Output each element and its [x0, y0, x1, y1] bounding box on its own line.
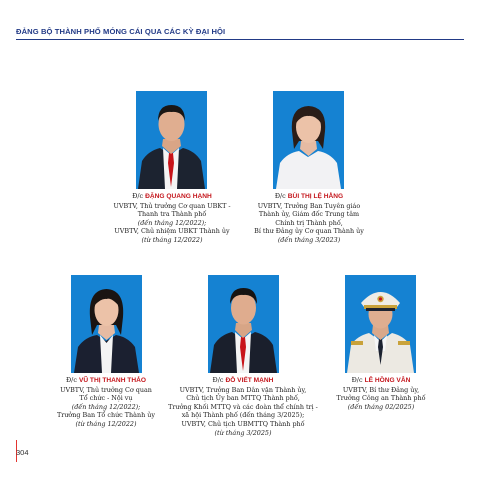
portrait-woman-icon — [71, 275, 142, 373]
caption-person-5 — [320, 376, 442, 411]
role-line: UVBTV, Bí thư Đảng ủy, — [342, 385, 420, 394]
caption-person-4 — [164, 376, 322, 437]
portrait-photo-5 — [345, 275, 416, 373]
page-number: 304 — [16, 448, 29, 457]
role-line: Bí thư Đảng ủy Cơ quan Thành ủy — [254, 227, 364, 236]
honorific: Đ/c — [66, 376, 79, 384]
role-line: Thành ủy, Giám đốc Trung tâm — [258, 210, 360, 219]
header-title: ĐẢNG BỘ THÀNH PHỐ MÓNG CÁI QUA CÁC KỲ ĐẠI HỘI — [16, 27, 226, 36]
person-name-line — [233, 192, 385, 202]
role-line: Trưởng Khối MTTQ và các đoàn thể chính trị - — [168, 402, 318, 411]
role-line: xã hội Thành phố (đến tháng 3/2025); — [181, 411, 305, 420]
role-line: UVBTV, Trưởng Ban Dân vận Thành ủy, — [179, 385, 307, 394]
person-name: ĐẶNG QUANG HẠNH — [145, 193, 212, 200]
person-name: LÊ HỒNG VÂN — [364, 377, 411, 384]
portrait-photo-2 — [273, 91, 344, 189]
date-line: (đến tháng 12/2022); — [71, 402, 141, 411]
honorific: Đ/c — [132, 192, 146, 200]
caption-person-1 — [96, 192, 248, 245]
date-line: (đến tháng 3/2023) — [277, 235, 341, 244]
portrait-woman-icon — [273, 91, 344, 189]
role-line: Chủ tịch Ủy ban MTTQ Thành phố, — [186, 394, 300, 403]
honorific: Đ/c — [212, 376, 226, 384]
person-name: BÙI THỊ LỆ HẰNG — [287, 193, 344, 200]
portrait-photo-4 — [208, 275, 279, 373]
role-line: UVBTV, Thủ trưởng Cơ quan UBKT - — [113, 201, 231, 210]
date-line: (đến tháng 02/2025) — [347, 402, 415, 411]
role-line: Trưởng Ban Tổ chức Thành ủy — [57, 411, 155, 420]
person-name: VŨ THỊ THANH THẢO — [78, 377, 146, 384]
role-line: UVBTV, Thủ trưởng Cơ quan — [60, 385, 152, 394]
caption-person-2 — [233, 192, 385, 245]
role-line: UVBTV, Chủ nhiệm UBKT Thành ủy — [114, 227, 230, 236]
role-line: Tổ chức - Nội vụ — [79, 394, 133, 403]
date-line: (từ tháng 12/2022) — [141, 235, 203, 244]
honorific: Đ/c — [274, 192, 288, 200]
role-line: UVBTV, Chủ tịch UBMTTQ Thành phố — [181, 419, 305, 428]
portrait-photo-1 — [136, 91, 207, 189]
portrait-officer-icon — [345, 275, 416, 373]
person-name: ĐỖ VIẾT MẠNH — [225, 377, 274, 384]
date-line: (từ tháng 12/2022) — [75, 419, 137, 428]
role-line: Trưởng Công an Thành phố — [336, 394, 426, 403]
person-name-line — [164, 376, 322, 386]
header-rule — [16, 39, 464, 40]
person-name-line — [36, 376, 176, 386]
date-line: (từ tháng 3/2025) — [214, 428, 272, 437]
caption-person-3 — [36, 376, 176, 429]
portrait-photo-3 — [71, 275, 142, 373]
portrait-man-icon — [208, 275, 279, 373]
person-name-line — [320, 376, 442, 386]
role-line: Thanh tra Thành phố — [137, 210, 207, 219]
honorific: Đ/c — [351, 376, 365, 384]
date-line: (đến tháng 12/2022); — [137, 218, 207, 227]
role-line: UVBTV, Trưởng Ban Tuyên giáo — [257, 201, 361, 210]
role-line: Chính trị Thành phố, — [275, 218, 343, 227]
person-name-line — [96, 192, 248, 202]
portrait-man-icon — [136, 91, 207, 189]
